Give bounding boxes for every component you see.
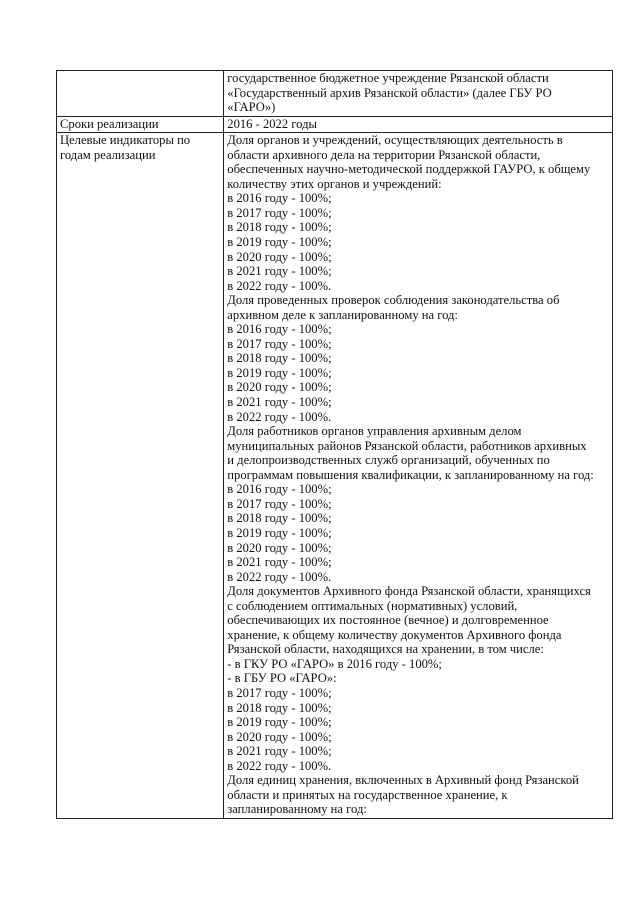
content-line: в 2021 году - 100%; (227, 555, 332, 570)
content-line: в 2021 году - 100%; (227, 264, 332, 279)
content-line: архивном деле к запланированному на год: (227, 307, 458, 322)
content-line: в 2019 году - 100%; (227, 365, 332, 380)
content-line: обеспеченных научно-методической поддержкой ГАУРО, к общему (227, 162, 591, 177)
table-row (57, 133, 613, 819)
content-line: обеспечивающих их постоянное (вечное) и долговременное (227, 613, 549, 628)
content-line: в 2019 году - 100%; (227, 715, 332, 730)
row-content-cell (224, 71, 613, 117)
content-line: области и принятых на государственное хранение, к (227, 787, 508, 802)
row-label-cell (57, 71, 224, 117)
row-label: Сроки реализации (60, 116, 159, 131)
content-line: в 2016 году - 100%; (227, 191, 332, 206)
content-line: в 2021 году - 100%; (227, 395, 332, 410)
content-line: количеству этих органов и учреждений: (227, 176, 442, 191)
content-line: «Государственный архив Рязанской области» (далее ГБУ РО (227, 85, 552, 100)
row-content-cell (224, 133, 613, 819)
content-line: в 2019 году - 100%; (227, 525, 332, 540)
content-line: в 2017 году - 100%; (227, 685, 332, 700)
content-line: в 2017 году - 100%; (227, 496, 332, 511)
content-line: в 2017 году - 100%; (227, 336, 332, 351)
content-line: Доля работников органов управления архивным делом (227, 424, 522, 439)
content-line: - в ГКУ РО «ГАРО» в 2016 году - 100%; (227, 656, 442, 671)
content-line: с соблюдением оптимальных (нормативных) условий, (227, 598, 518, 613)
content-line: в 2016 году - 100%; (227, 482, 332, 497)
row-label-cell (57, 116, 224, 133)
content-line: в 2018 году - 100%; (227, 700, 332, 715)
content-line: в 2020 году - 100%; (227, 380, 332, 395)
content-line: в 2016 году - 100%; (227, 322, 332, 337)
content-line: в 2018 году - 100%; (227, 220, 332, 235)
content-line: в 2018 году - 100%; (227, 511, 332, 526)
table-row (57, 71, 613, 117)
content-line: муниципальных районов Рязанской области, работников архивных (227, 438, 587, 453)
content-line: в 2022 году - 100%. (227, 409, 332, 424)
content-line: Рязанской области, находящихся на хранении, в том числе: (227, 642, 544, 657)
table-row (57, 116, 613, 133)
content-line: хранение, к общему количеству документов Архивного фонда (227, 627, 562, 642)
row-label-cell (57, 133, 224, 819)
content-line: Доля проведенных проверок соблюдения законодательства об (227, 293, 560, 308)
content-line: области архивного дела на территории Рязанской области, (227, 147, 541, 162)
content-line: Доля единиц хранения, включенных в Архивный фонд Рязанской (227, 773, 579, 788)
program-passport-table (56, 70, 613, 819)
content-line: в 2017 году - 100%; (227, 205, 332, 220)
content-line: в 2020 году - 100%; (227, 540, 332, 555)
content-line: в 2022 году - 100%. (227, 758, 332, 773)
content-line: 2016 - 2022 годы (227, 116, 317, 131)
content-line: в 2022 году - 100%. (227, 569, 332, 584)
content-line: программам повышения квалификации, к запланированному на год: (227, 467, 594, 482)
content-line: и делопроизводственных служб организаций, обученных по (227, 453, 550, 468)
content-line: Доля документов Архивного фонда Рязанской области, хранящихся (227, 584, 591, 599)
content-line: в 2020 году - 100%; (227, 249, 332, 264)
content-line: государственное бюджетное учреждение Рязанской области (227, 71, 549, 85)
content-line: «ГАРО») (227, 100, 276, 115)
content-line: Доля органов и учреждений, осуществляющих деятельность в (227, 133, 563, 148)
content-line: запланированному на год: (227, 802, 367, 817)
content-line: в 2018 году - 100%; (227, 351, 332, 366)
table-body (57, 71, 613, 819)
content-line: в 2021 году - 100%; (227, 744, 332, 759)
content-line: - в ГБУ РО «ГАРО»: (227, 671, 337, 686)
content-line: в 2022 году - 100%. (227, 278, 332, 293)
row-content-cell (224, 116, 613, 133)
row-label: Целевые индикаторы по годам реализации (60, 133, 191, 162)
content-line: в 2019 году - 100%; (227, 235, 332, 250)
content-line: в 2020 году - 100%; (227, 729, 332, 744)
